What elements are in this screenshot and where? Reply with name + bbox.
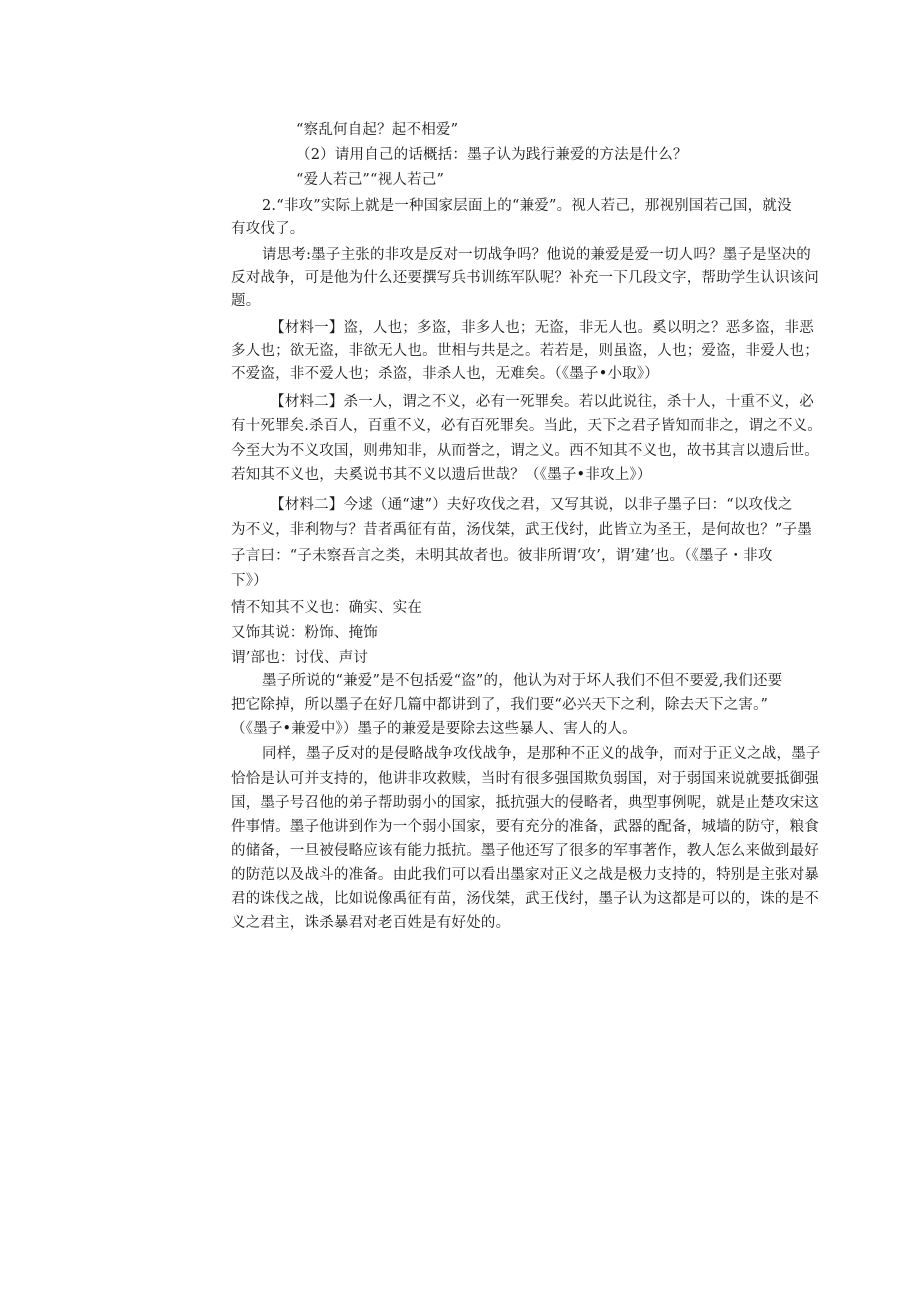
material-two-line: 今至大为不义攻国，则弗知非，从而誉之，谓之义。西不知其不义也，故书其言以遗后世。 (231, 443, 819, 459)
material-one-line: 【材料一】盗，人也；多盗，非多人也；无盗，非无人也。奚以明之？恶多盗，非恶 (270, 320, 814, 336)
paragraph-line: 君的诛伐之战，比如说像禹征有苗，汤伐桀，武王伐纣，墨子认为这都是可以的，诛的是不 (231, 891, 819, 907)
paragraph-line: 义之君主，诛杀暴君对老百姓是有好处的。 (231, 915, 511, 931)
paragraph-line: 恰恰是认可并支持的，他讲非攻救赎，当时有很多强国欺负弱国，对于弱国来说就要抵御强 (231, 771, 819, 787)
paragraph-line: 的储备，一旦被侵略应该有能力抵抗。墨子他还写了很多的军事著作，教人怎么来做到最好 (231, 843, 819, 859)
gloss-line: 又饰其说：粉饰、掩饰 (231, 625, 378, 641)
paragraph-line: 件事情。墨子他讲到作为一个弱小国家，要有充分的准备，武器的配备，城墙的防守，粮食 (231, 819, 819, 835)
material-two-line: 若知其不义也，夫奚说书其不义以遗后世哉？（《墨子•非攻上》） (231, 467, 652, 483)
paragraph-line: 反对战争，可是他为什么还要撰写兵书训练军队呢？补充一下几段文字，帮助学生认识该问 (231, 270, 819, 286)
material-two-line: 有十死罪矣.杀百人，百重不义，必有百死罪矣。当此，天下之君子皆知而非之，谓之不义。 (231, 418, 822, 434)
paragraph-line: （《墨子•兼爱中》）墨子的兼爱是要除去这些暴人、害人的人。 (231, 721, 637, 737)
material-three-line: 下》） (231, 573, 268, 589)
answer-line: “爱人若己”“视人若己” (296, 172, 445, 188)
paragraph-line: 题。 (231, 293, 261, 309)
material-three-line: 为不义，非利物与？昔者禹征有苗，汤伐桀，武王伐纣，此皆立为圣王，是何故也？”子墨 (231, 522, 812, 538)
gloss-line: 情不知其不义也：确实、实在 (231, 600, 423, 616)
paragraph-line: 国，墨子号召他的弟子帮助弱小的国家，抵抗强大的侵略者，典型事例呢，就是止楚攻宋这 (231, 795, 819, 811)
paragraph-line: 2.“非攻”实际上就是一种国家层面上的“兼爱”。视人若己，那视别国若己国，就没 (262, 198, 792, 214)
question-line: （2）请用自己的话概括：墨子认为践行兼爱的方法是什么？ (296, 147, 688, 163)
material-three-line: 子言曰：“子未察吾言之类，未明其故者也。彼非所谓‘攻’，谓’建’也。（《墨子・非攻 (231, 548, 773, 564)
paragraph-line: 有攻伐了。 (231, 221, 305, 237)
gloss-line: 谓’部也：讨伐、声讨 (231, 650, 369, 666)
paragraph-line: 墨子所说的“兼爱”是不包括爱“盗”的，他认为对于坏人我们不但不要爱,我们还要 (262, 673, 783, 689)
quote-line: “察乱何自起？起不相爱” (296, 122, 459, 138)
paragraph-line: 同样，墨子反对的是侵略战争攻伐战争，是那种不正义的战争，而对于正义之战，墨子 (262, 746, 821, 762)
material-one-line: 多人也；欲无盗，非欲无人也。世相与共是之。若若是，则虽盗，人也；爱盗，非爱人也； (231, 343, 819, 359)
paragraph-line: 把它除掉，所以墨子在好几篇中都讲到了，我们要“必兴天下之利，除去天下之害。” (231, 697, 769, 713)
material-two-line: 【材料二】杀一人，谓之不义，必有一死罪矣。若以此说往，杀十人，十重不义，必 (270, 394, 814, 410)
material-three-line: 【材料二】今逑（通“逮”）夫好攻伐之君，又写其说，以非子墨子曰：“以攻伐之 (270, 497, 793, 513)
paragraph-line: 的防范以及战斗的准备。由此我们可以看出墨家对正义之战是极力支持的，特别是主张对暴 (231, 867, 819, 883)
paragraph-line: 请思考:墨子主张的非攻是反对一切战争吗？他说的兼爱是爱一切人吗？墨子是坚决的 (262, 247, 811, 263)
material-one-line: 不爱盗，非不爱人也；杀盗，非杀人也，无难矣。（《墨子•小取》） (231, 366, 659, 382)
